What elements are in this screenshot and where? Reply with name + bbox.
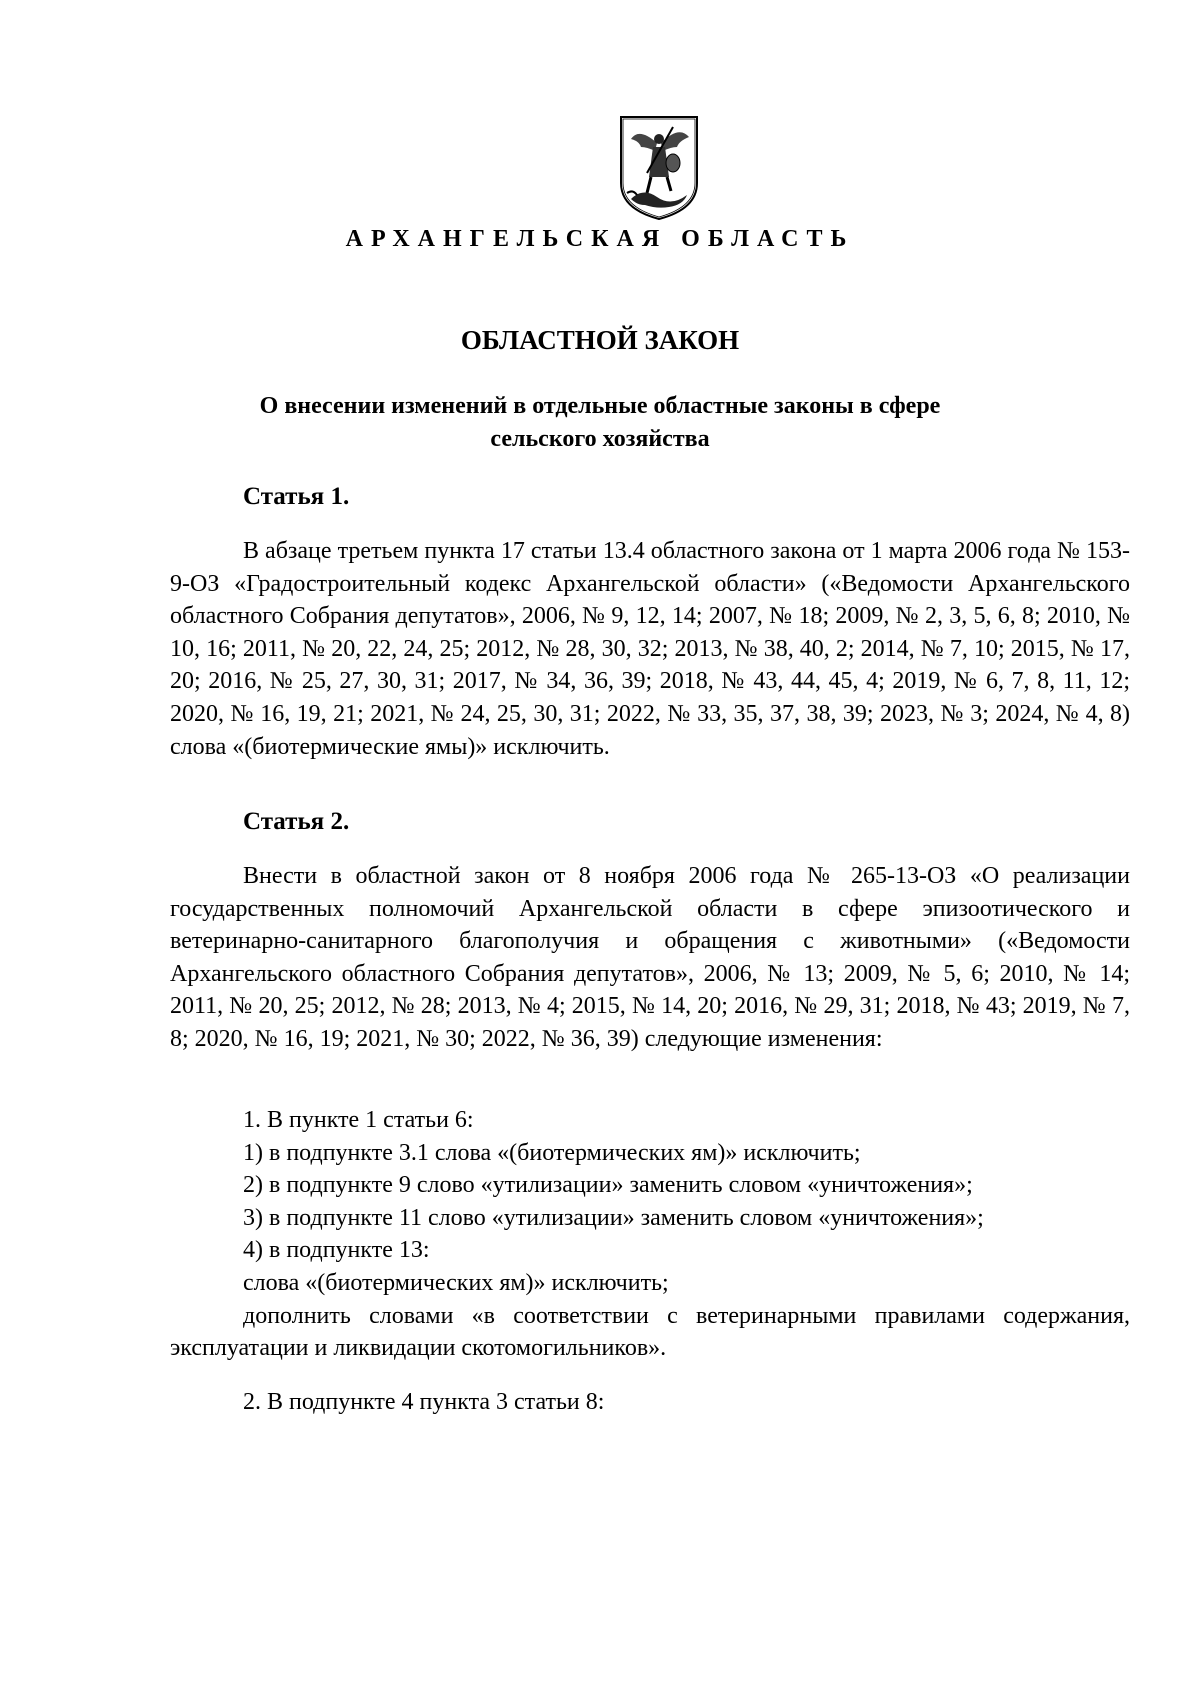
article-1-heading: Статья 1. [243,483,350,510]
list-item: 3) в подпункте 11 слово «утилизации» заменить словом «уничтожения»; [243,1204,984,1231]
list-item: 2) в подпункте 9 слово «утилизации» заменить словом «уничтожения»; [243,1172,973,1199]
document-title-line-1: О внесении изменений в отдельные областные законы в сфере [259,393,941,419]
article-2-heading: Статья 2. [243,808,350,835]
region-name: АРХАНГЕЛЬСКАЯ ОБЛАСТЬ [345,226,855,252]
list-item: слова «(биотермических ям)» исключить; [243,1270,669,1296]
coat-of-arms-archangel-icon [617,113,701,223]
document-title-line-2: сельского хозяйства [490,426,710,452]
article-2-intro: Внести в областной закон от 8 ноября 2006 года № 265-13-ОЗ «О реализации государственных полномочий Архангельской области в сфере эпизоотического и ветеринарно-санитарного благополучия и обращения с животными» («Ведомости Архангельского областного Собрания депутатов», 2006, № 13; 2009, № 5, 6; 2010, № 14; 2011, № 20, 25; 2012, № 28; 2013, № 4; 2015, № 14, 20; 2016, № 29, 31; 2018, № 43; 2019, № 7, 8; 2020, № 16, 19; 2021, № 30; 2022, № 36, 39) следующие изменения: [170,863,1130,1052]
document-type: ОБЛАСТНОЙ ЗАКОН [460,325,740,355]
article-1-text: В абзаце третьем пункта 17 статьи 13.4 областного закона от 1 марта 2006 года № 153-9-ОЗ «Градостроительный кодекс Архангельской области» («Ведомости Архангельского областного Собрания депутатов», 2006, № 9, 12, 14; 2007, № 18; 2009, № 2, 3, 5, 6, 8; 2010, № 10, 16; 2011, № 20, 22, 24, 25; 2012, № 28, 30, 32; 2013, № 38, 40, 2; 2014, № 7, 10; 2015, № 17, 20; 2016, № 25, 27, 30, 31; 2017, № 34, 36, 39; 2018, № 43, 44, 45, 4; 2019, № 6, 7, 8, 11, 12; 2020, № 16, 19, 21; 2021, № 24, 25, 30, 31; 2022, № 33, 35, 37, 38, 39; 2023, № 3; 2024, № 4, 8) слова «(биотермические ямы)» исключить. [170,538,1130,760]
list-item-2: 2. В подпункте 4 пункта 3 статьи 8: [243,1389,605,1415]
list-item: 1. В пункте 1 статьи 6: [243,1107,474,1133]
list-item: 1) в подпункте 3.1 слова «(биотермических ям)» исключить; [243,1139,861,1166]
list-item: 4) в подпункте 13: [243,1237,430,1264]
list-item-supplement: дополнить словами «в соответствии с ветеринарными правилами содержания, эксплуатации и ликвидации скотомогильников». [170,1302,1130,1362]
document-title [200,390,1000,456]
